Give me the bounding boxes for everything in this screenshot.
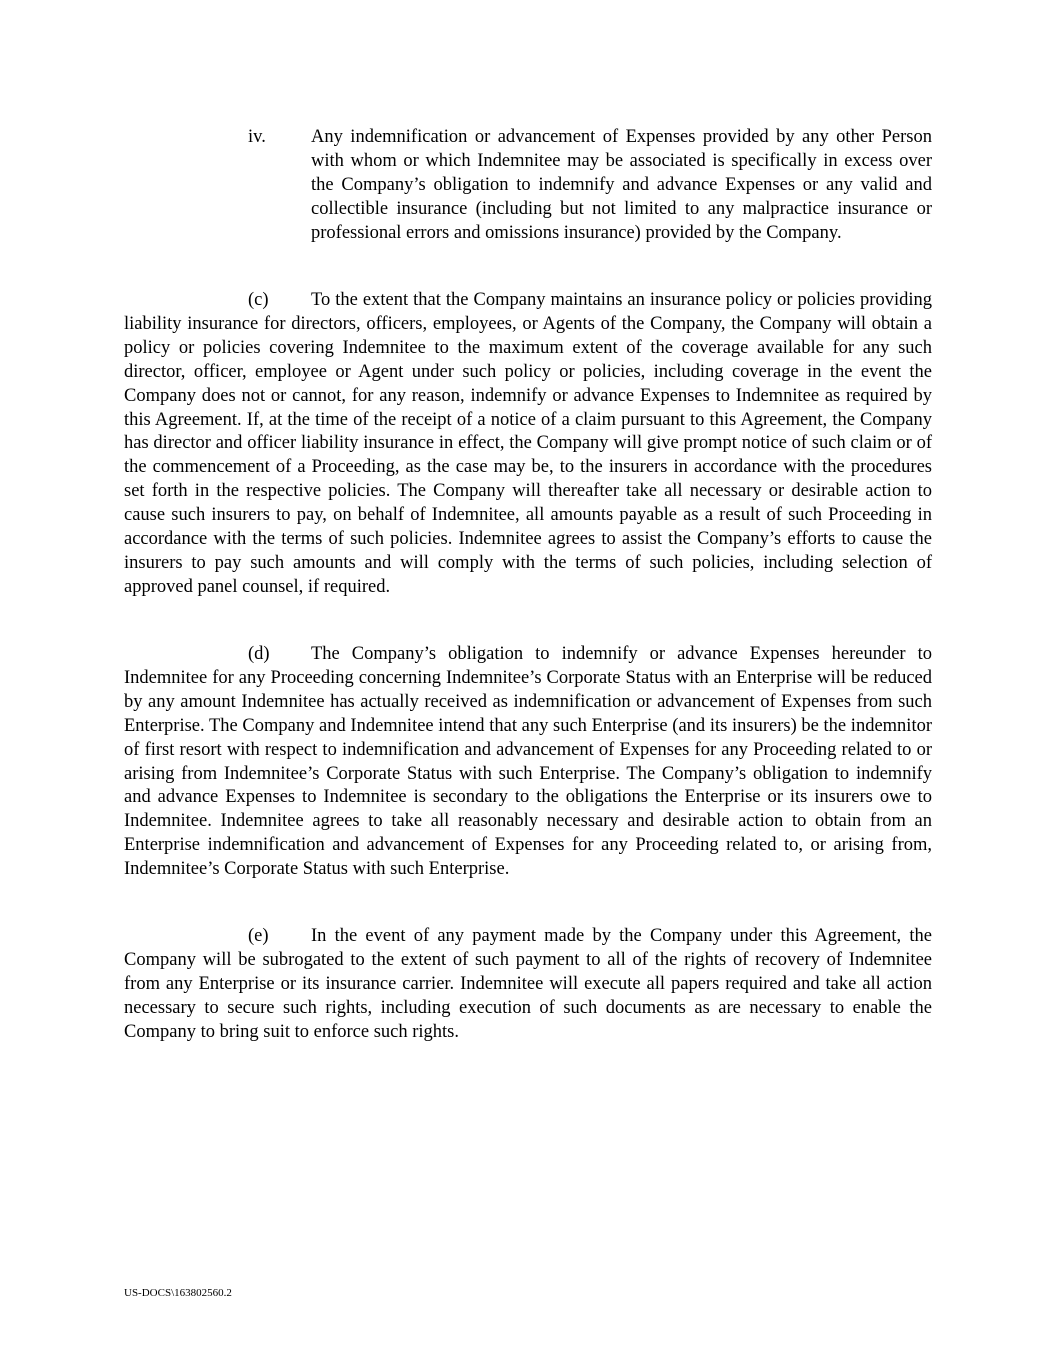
paragraph-text-e: In the event of any payment made by the Company under this Agreement, the Company will be subrogated to the extent of such payment to all of the rights of recovery of Indemnitee from any Enterprise or its insurance carrier. Indemnitee will execute all papers required and take all action necessary to secure such rights, including execution of such documents as are necessary to enable the Company to bring suit to enforce such rights. xyxy=(124,926,932,1042)
footer-document-id: US-DOCS\163802560.2 xyxy=(124,1287,232,1299)
list-item-marker: iv. xyxy=(248,127,266,147)
paragraph-text-c: To the extent that the Company maintains an insurance policy or policies providing liability insurance for directors, officers, employees, or Agents of the Company, the Company will obtain a policy or policies covering Indemnitee to the maximum extent of the coverage available for any such director, officer, employee or Agent under such policy or policies, including coverage in the event the Company does not or cannot, for any reason, indemnify or advance Expenses to Indemnitee as required by this Agreement. If, at the time of the receipt of a notice of a claim pursuant to this Agreement, the Company has director and officer liability insurance in effect, the Company will give prompt notice of such claim or of the commencement of a Proceeding, as the case may be, to the insurers in accordance with the procedures set forth in the respective policies. The Company will thereafter take all necessary or desirable action to cause such insurers to pay, on behalf of Indemnitee, all amounts payable as a result of such Proceeding in accordance with the terms of such policies. Indemnitee agrees to assist the Company’s efforts to cause the insurers to pay such amounts and will comply with the terms of such policies, including selection of approved panel counsel, if required. xyxy=(124,290,932,597)
paragraph-label-d: (d) xyxy=(248,644,270,664)
paragraph-c xyxy=(124,289,932,600)
paragraph-text-d: The Company’s obligation to indemnify or advance Expenses hereunder to Indemnitee for any Proceeding concerning Indemnitee’s Corporate Status with an Enterprise will be reduced by any amount Indemnitee has actually received as indemnification or advancement of Expenses from such Enterprise. The Company and Indemnitee intend that any such Enterprise (and its insurers) be the indemnitor of first resort with respect to indemnification and advancement of Expenses for any Proceeding related to or arising from Indemnitee’s Corporate Status with such Enterprise. The Company’s obligation to indemnify and advance Expenses to Indemnitee is secondary to the obligations the Enterprise or its insurers owe to Indemnitee. Indemnitee agrees to take all reasonably necessary and desirable action to obtain from an Enterprise indemnification and advancement of Expenses for any Proceeding related to, or arising from, Indemnitee’s Corporate Status with such Enterprise. xyxy=(124,644,932,880)
paragraph-e xyxy=(124,925,932,1045)
paragraph-label-e: (e) xyxy=(248,926,269,946)
paragraph-d xyxy=(124,643,932,882)
list-item-iv xyxy=(248,125,932,245)
paragraph-label-c: (c) xyxy=(248,290,269,310)
list-item-text: Any indemnification or advancement of Expenses provided by any other Person with whom or which Indemnitee may be associated is specifically in excess over the Company’s obligation to indemnify and advance Expenses or any valid and collectible insurance (including but not limited to any malpractice insurance or professional errors and omissions insurance) provided by the Company. xyxy=(311,127,932,243)
